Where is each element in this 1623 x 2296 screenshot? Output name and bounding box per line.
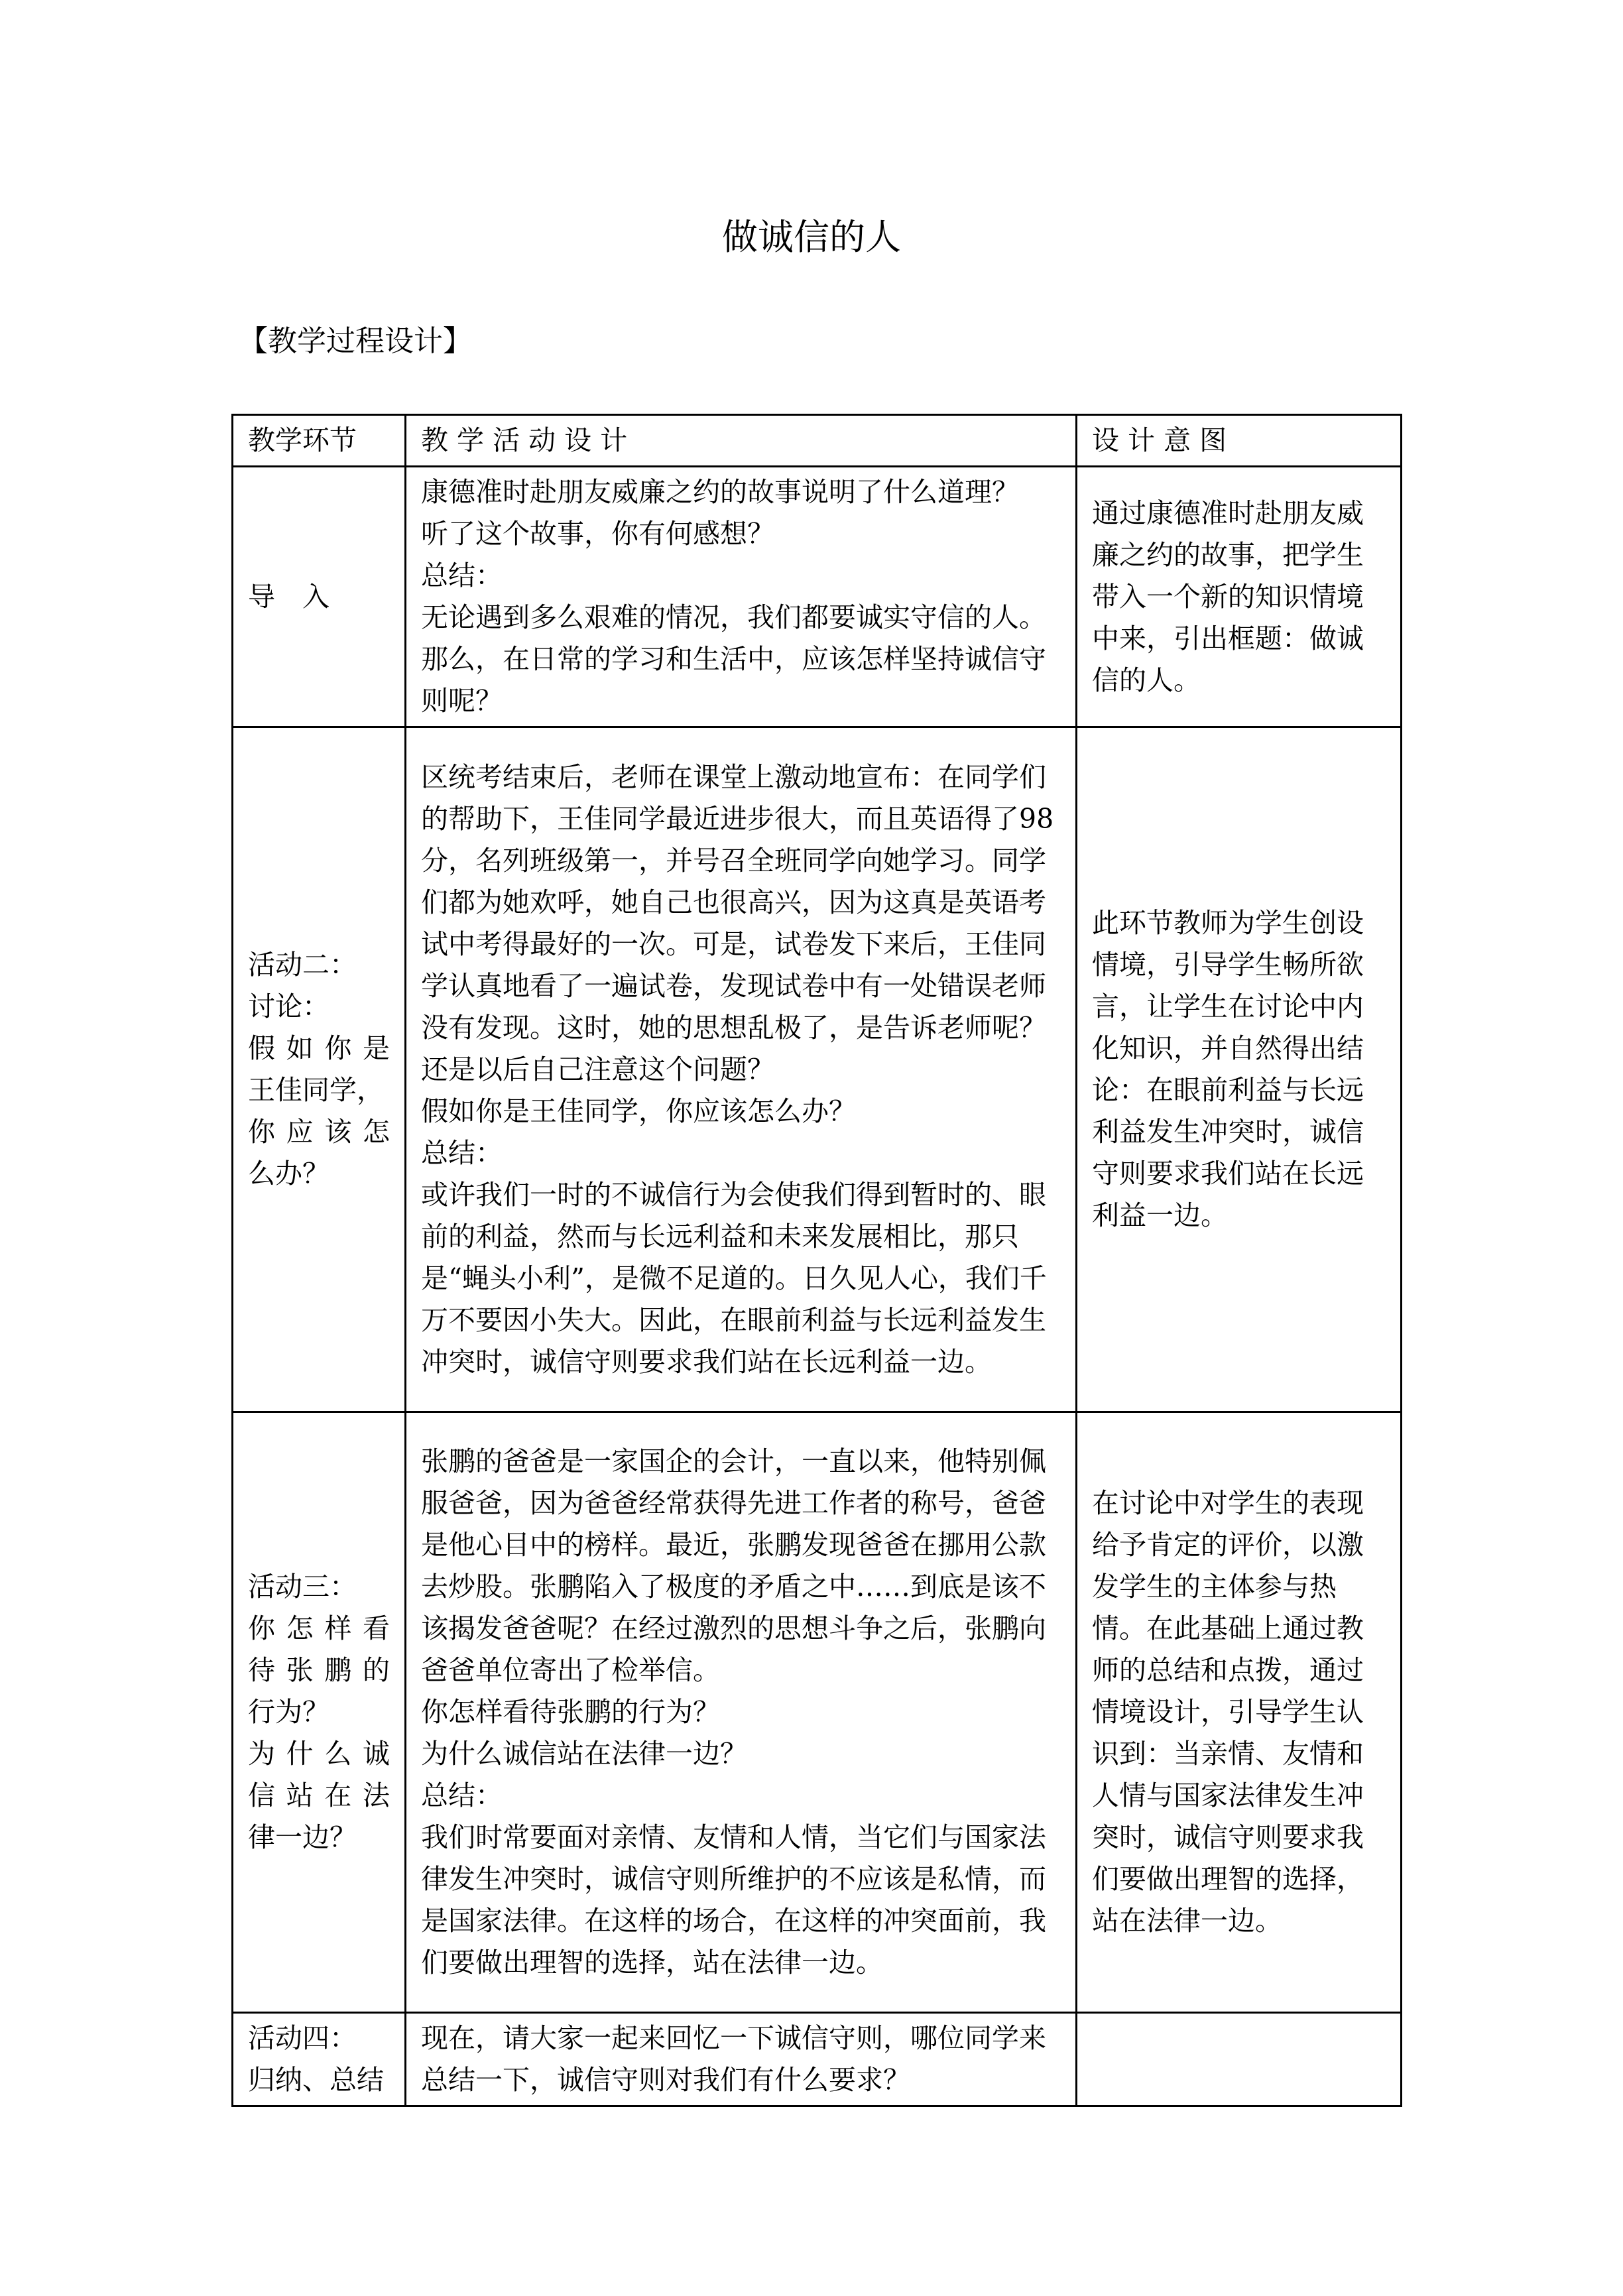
intent-cell bbox=[1077, 467, 1402, 727]
stage-label: 待张鹏的 bbox=[248, 1654, 390, 1686]
stage-label: 为什么诚 bbox=[248, 1738, 390, 1770]
stage-label: 讨论： bbox=[248, 991, 330, 1022]
activity-paragraph: 总结： bbox=[421, 1780, 503, 1811]
activity-paragraph: 总结： bbox=[421, 560, 503, 591]
stage-label: 王佳同学， bbox=[248, 1074, 384, 1106]
section-heading: 【教学过程设计】 bbox=[239, 324, 472, 358]
stage-label: 你怎样看 bbox=[248, 1612, 390, 1644]
activity-paragraph: 无论遇到多么艰难的情况，我们都要诚实守信的人。那么，在日常的学习和生活中，应该怎样坚持诚信守则呢？ bbox=[421, 601, 1046, 717]
activity-paragraph: 听了这个故事，你有何感想？ bbox=[421, 518, 774, 550]
stage-cell bbox=[233, 467, 406, 727]
stage-label: 么办？ bbox=[248, 1158, 330, 1189]
intent-text: 在讨论中对学生的表现给予肯定的评价，以激发学生的主体参与热情。在此基础上通过教师的总结和点拨，通过情境设计，引导学生认识到：当亲情、友情和人情与国家法律发生冲突时，诚信守则要求我们要做出理智的选择，站在法律一边。 bbox=[1092, 1487, 1364, 1937]
stage-label: 归纳、总结 bbox=[248, 2064, 384, 2096]
intent-cell bbox=[1077, 2013, 1402, 2106]
stage-cell bbox=[233, 727, 406, 1412]
activity-cell bbox=[406, 2013, 1077, 2106]
intent-text: 此环节教师为学生创设情境，引导学生畅所欲言，让学生在讨论中内化知识，并自然得出结论：在眼前利益与长远利益发生冲突时，诚信守则要求我们站在长远利益一边。 bbox=[1092, 907, 1364, 1231]
table-row-activity-2 bbox=[233, 727, 1402, 1412]
activity-cell bbox=[406, 467, 1077, 727]
stage-label: 信站在法 bbox=[248, 1780, 390, 1811]
stage-label: 活动四： bbox=[248, 2022, 357, 2054]
stage-cell bbox=[233, 1412, 406, 2013]
header-stage: 教学环节 bbox=[233, 415, 406, 467]
stage-label: 行为？ bbox=[248, 1696, 330, 1728]
stage-label: 你应该怎 bbox=[248, 1116, 390, 1148]
intent-text: 通过康德准时赴朋友威廉之约的故事，把学生带入一个新的知识情境中来，引出框题：做诚信的人。 bbox=[1092, 497, 1364, 696]
activity-paragraph: 或许我们一时的不诚信行为会使我们得到暂时的、眼前的利益，然而与长远利益和未来发展相比，那只是“蝇头小利”，是微不足道的。日久见人心，我们千万不要因小失大。因此，在眼前利益与长远利益发生冲突时，诚信守则要求我们站在长远利益一边。 bbox=[421, 1178, 1047, 1378]
table-row-activity-3 bbox=[233, 1412, 1402, 2013]
intent-cell bbox=[1077, 727, 1402, 1412]
activity-paragraph: 为什么诚信站在法律一边？ bbox=[421, 1738, 747, 1770]
stage-cell bbox=[233, 2013, 406, 2106]
stage-label: 律一边？ bbox=[248, 1821, 357, 1853]
table-row-activity-4 bbox=[233, 2013, 1402, 2106]
document-title: 做诚信的人 bbox=[722, 216, 901, 258]
stage-label: 活动二： bbox=[248, 949, 357, 981]
stage-label: 活动三： bbox=[248, 1571, 357, 1602]
activity-cell bbox=[406, 727, 1077, 1412]
activity-paragraph: 总结： bbox=[421, 1136, 503, 1169]
activity-paragraph: 康德准时赴朋友威廉之约的故事说明了什么道理？ bbox=[421, 476, 1019, 508]
activity-paragraph: 你怎样看待张鹏的行为？ bbox=[421, 1696, 720, 1728]
lesson-plan-table bbox=[231, 414, 1402, 2107]
header-activity: 教 学 活 动 设 计 bbox=[406, 415, 1077, 467]
activity-paragraph: 区统考结束后，老师在课堂上激动地宣布：在同学们的帮助下，王佳同学最近进步很大，而且英语得了98分，名列班级第一，并号召全班同学向她学习。同学们都为她欢呼，她自己也很高兴，因为这真是英语考试中考得最好的一次。可是，试卷发下来后，王佳同学认真地看了一遍试卷，发现试卷中有一处错误老师没有发现。这时，她的思想乱极了，是告诉老师呢？还是以后自己注意这个问题？ bbox=[421, 760, 1054, 1085]
activity-paragraph: 现在，请大家一起来回忆一下诚信守则，哪位同学来总结一下，诚信守则对我们有什么要求？ bbox=[421, 2022, 1046, 2096]
activity-cell bbox=[406, 1412, 1077, 2013]
header-intent: 设 计 意 图 bbox=[1077, 415, 1402, 467]
activity-paragraph: 张鹏的爸爸是一家国企的会计，一直以来，他特别佩服爸爸，因为爸爸经常获得先进工作者的称号，爸爸是他心目中的榜样。最近，张鹏发现爸爸在挪用公款去炒股。张鹏陷入了极度的矛盾之中……到底是该不该揭发爸爸呢？在经过激烈的思想斗争之后，张鹏向爸爸单位寄出了检举信。 bbox=[421, 1445, 1046, 1686]
activity-paragraph: 我们时常要面对亲情、友情和人情，当它们与国家法律发生冲突时，诚信守则所维护的不应该是私情，而是国家法律。在这样的场合，在这样的冲突面前，我们要做出理智的选择，站在法律一边。 bbox=[421, 1821, 1046, 1978]
table-header-row bbox=[233, 415, 1402, 467]
intent-cell bbox=[1077, 1412, 1402, 2013]
stage-label: 假如你是 bbox=[248, 1032, 390, 1064]
table-row-intro bbox=[233, 467, 1402, 727]
stage-label: 导 入 bbox=[248, 580, 330, 613]
activity-paragraph: 假如你是王佳同学，你应该怎么办？ bbox=[421, 1095, 856, 1127]
